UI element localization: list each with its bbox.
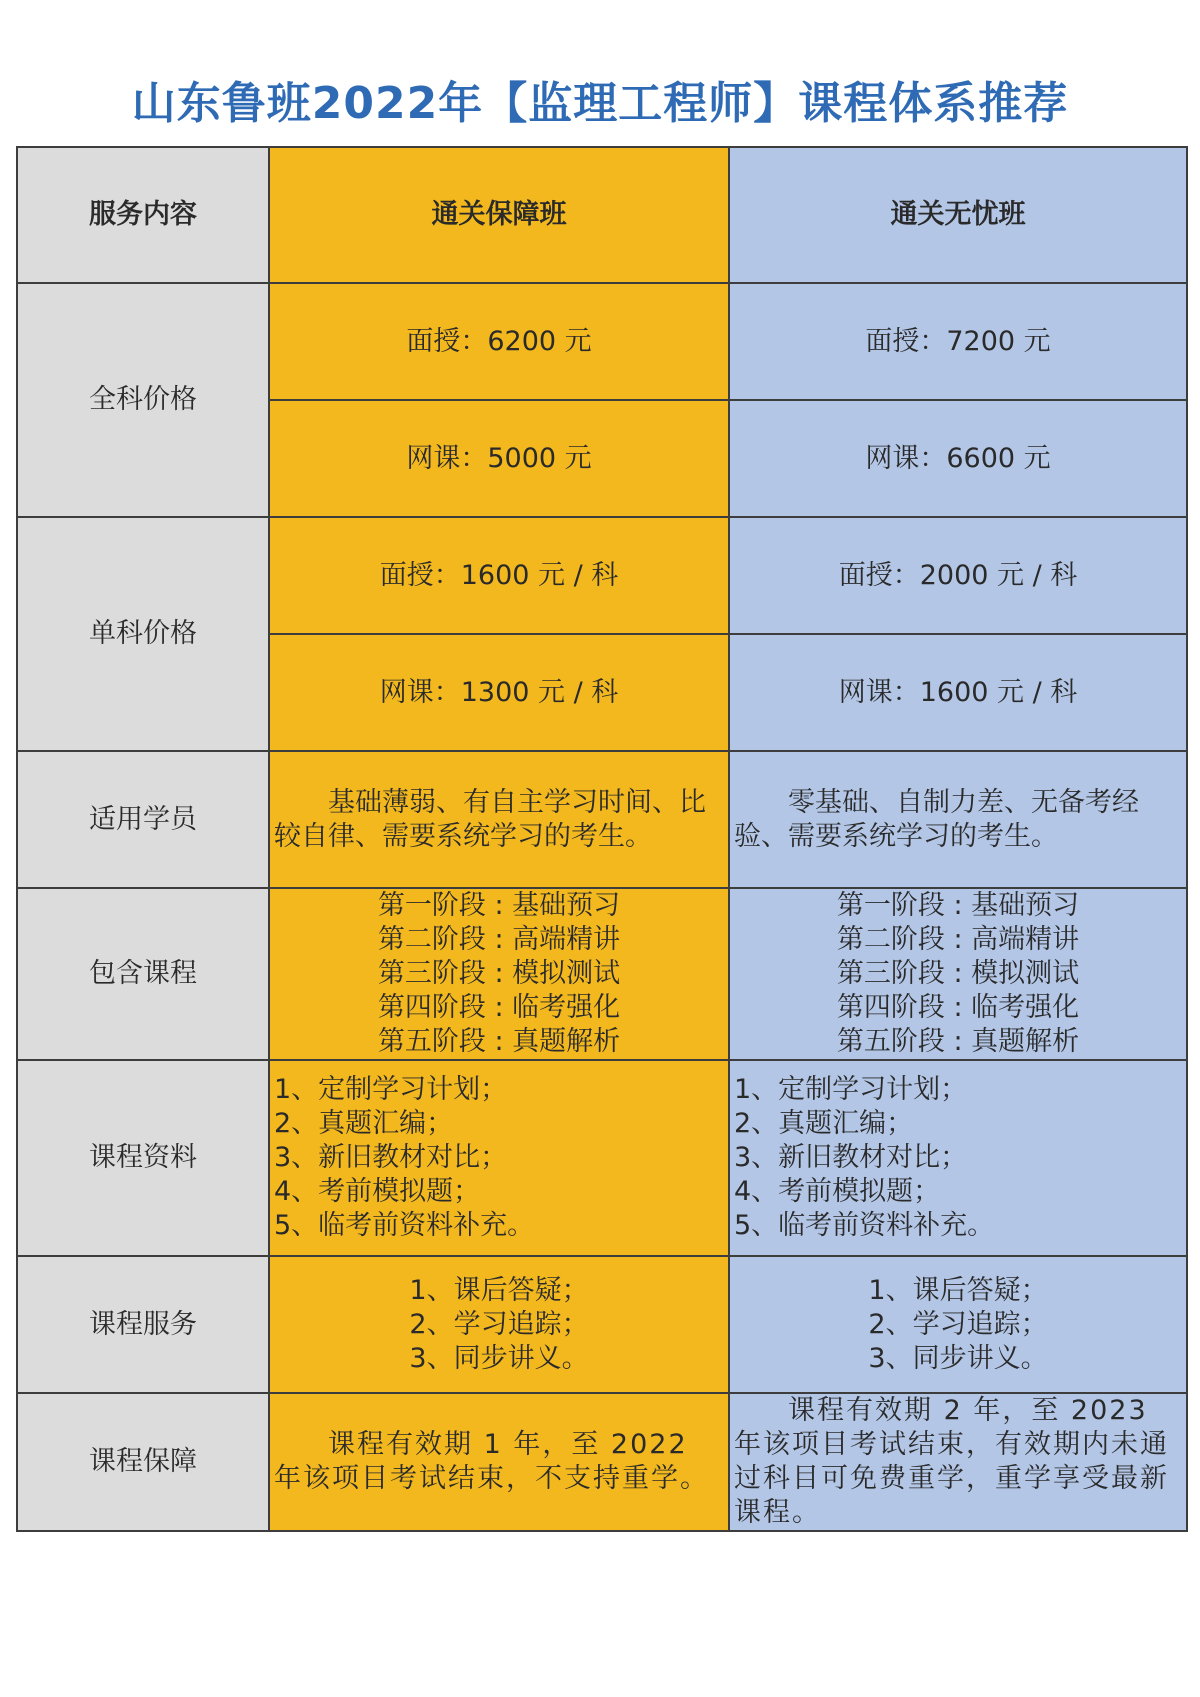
full-price-label: 全科价格 [17, 283, 269, 517]
list-item: 2、学习追踪； [868, 1308, 1048, 1340]
list-item: 第二阶段 : 高端精讲 [377, 924, 621, 955]
materials-b [729, 1060, 1187, 1256]
full-price-row-face [17, 283, 1187, 400]
list-item: 1、定制学习计划； [734, 1074, 968, 1105]
page-title: 山东鲁班2022年【监理工程师】课程体系推荐 [131, 78, 1069, 129]
list-item: 4、考前模拟题； [734, 1176, 941, 1207]
services-b [729, 1256, 1187, 1393]
header-plan-a: 通关保障班 [269, 147, 729, 283]
services-a [269, 1256, 729, 1393]
list-item: 2、学习追踪； [409, 1308, 589, 1340]
single-price-b-face: 面授：2000 元 / 科 [729, 517, 1187, 634]
full-price-b-online: 网课：6600 元 [729, 400, 1187, 517]
list-item: 3、同步讲义。 [868, 1342, 1048, 1374]
guarantee-b: 课程有效期 2 年，至 2023 年该项目考试结束，有效期内未通过科目可免费重学，重学享受最新课程。 [729, 1393, 1187, 1531]
list-item: 2、真题汇编； [274, 1108, 454, 1139]
list-item: 第一阶段 : 基础预习 [377, 890, 621, 921]
single-price-row-face [17, 517, 1187, 634]
guarantee-label: 课程保障 [17, 1393, 269, 1531]
single-price-label: 单科价格 [17, 517, 269, 751]
materials-row [17, 1060, 1187, 1256]
single-price-a-online: 网课：1300 元 / 科 [269, 634, 729, 751]
list-item: 第二阶段 : 高端精讲 [836, 924, 1080, 955]
students-b: 零基础、自制力差、无备考经验、需要系统学习的考生。 [729, 751, 1187, 888]
list-item: 4、考前模拟题； [274, 1176, 481, 1207]
courses-b [729, 888, 1187, 1060]
header-service: 服务内容 [17, 147, 269, 283]
single-price-b-online: 网课：1600 元 / 科 [729, 634, 1187, 751]
list-item: 第四阶段 : 临考强化 [836, 992, 1080, 1023]
list-item: 第五阶段 : 真题解析 [377, 1026, 621, 1057]
list-item: 3、新旧教材对比； [734, 1142, 968, 1173]
guarantee-a: 课程有效期 1 年，至 2022 年该项目考试结束，不支持重学。 [269, 1393, 729, 1531]
materials-label: 课程资料 [17, 1060, 269, 1256]
students-row [17, 751, 1187, 888]
list-item: 第三阶段 : 模拟测试 [836, 958, 1080, 989]
students-a: 基础薄弱、有自主学习时间、比较自律、需要系统学习的考生。 [269, 751, 729, 888]
full-price-b-face: 面授：7200 元 [729, 283, 1187, 400]
list-item: 1、课后答疑； [868, 1274, 1048, 1306]
guarantee-row [17, 1393, 1187, 1531]
list-item: 5、临考前资料补充。 [274, 1210, 535, 1241]
list-item: 第四阶段 : 临考强化 [377, 992, 621, 1023]
list-item: 第一阶段 : 基础预习 [836, 890, 1080, 921]
course-comparison-table [16, 146, 1188, 1532]
list-item: 3、新旧教材对比； [274, 1142, 508, 1173]
header-row [17, 147, 1187, 283]
courses-label: 包含课程 [17, 888, 269, 1060]
single-price-a-face: 面授：1600 元 / 科 [269, 517, 729, 634]
list-item: 1、课后答疑； [409, 1274, 589, 1306]
list-item: 5、临考前资料补充。 [734, 1210, 995, 1241]
courses-row [17, 888, 1187, 1060]
courses-a [269, 888, 729, 1060]
list-item: 3、同步讲义。 [409, 1342, 589, 1374]
list-item: 第三阶段 : 模拟测试 [377, 958, 621, 989]
full-price-a-online: 网课：5000 元 [269, 400, 729, 517]
services-label: 课程服务 [17, 1256, 269, 1393]
services-row [17, 1256, 1187, 1393]
full-price-a-face: 面授：6200 元 [269, 283, 729, 400]
list-item: 第五阶段 : 真题解析 [836, 1026, 1080, 1057]
materials-a [269, 1060, 729, 1256]
students-label: 适用学员 [17, 751, 269, 888]
list-item: 2、真题汇编； [734, 1108, 914, 1139]
list-item: 1、定制学习计划； [274, 1074, 508, 1105]
header-plan-b: 通关无忧班 [729, 147, 1187, 283]
